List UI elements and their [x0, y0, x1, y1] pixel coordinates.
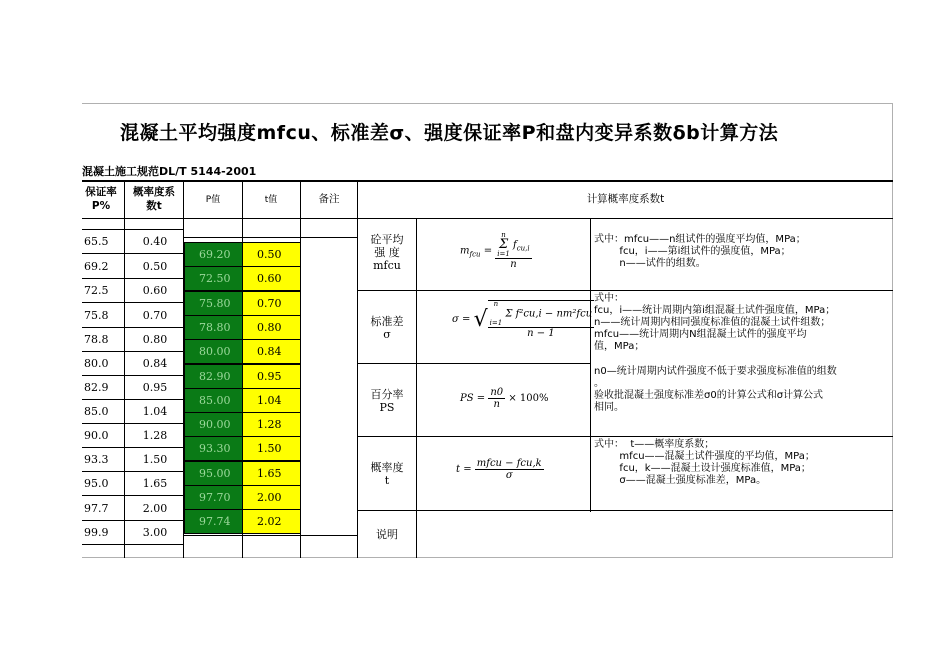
formula-ps [460, 387, 548, 410]
method-mean-desc [594, 234, 806, 270]
t-coeff-cell: 2.00 [142, 502, 168, 515]
p-value-cell: 80.00 [184, 339, 243, 364]
method-ps-name-1: 百分率 [370, 388, 404, 401]
formula-mean-fraction: n Σ i=1 $f_{cu,i}$ n [497, 231, 530, 270]
method-mean-name [359, 233, 415, 272]
desc-line: n——统计周期内相同强度标准值的混凝土试件组数； [594, 317, 831, 328]
p-percent-cell: 95.0 [84, 477, 109, 490]
method-std-name-1: 标准差 [370, 315, 404, 328]
header-p-percent: 保证率P% [85, 186, 117, 212]
p-value-cell: 72.50 [184, 266, 243, 291]
p-percent-cell: 97.7 [84, 502, 109, 515]
t-value-cell: 1.65 [242, 461, 301, 486]
p-value-cell: 82.90 [184, 364, 243, 389]
formula-ps-den: n [493, 399, 500, 410]
method-ps-desc [594, 366, 837, 414]
desc-line: fcu，i——第i组试件的强度值，MPa； [594, 246, 791, 257]
formula-prob-fraction [475, 458, 544, 481]
formula-mean-lhs-sub: fcu [469, 250, 481, 259]
p-percent-cell: 80.0 [84, 357, 109, 370]
method-prob-desc [594, 439, 815, 487]
p-percent-cell: 93.3 [84, 453, 109, 466]
t-coeff-cell: 0.84 [142, 357, 168, 370]
method-std-desc [594, 293, 835, 353]
sum-top: n [501, 231, 506, 239]
formula-prob-num: mfcu − fcu,k [476, 458, 542, 469]
p-value-cell: 97.70 [184, 485, 243, 510]
desc-line: 。 [594, 378, 604, 389]
method-prob-name-1: 概率度 [370, 461, 404, 474]
p-value-cell: 75.80 [184, 291, 243, 316]
table-row-border [82, 423, 183, 424]
sum-top: n [493, 300, 499, 308]
t-value-cell: 0.80 [242, 315, 301, 340]
t-coeff-cell: 1.65 [142, 477, 168, 490]
p-value-cell: 97.74 [184, 509, 243, 534]
desc-line: 式中： t——概率度系数； [594, 439, 715, 450]
desc-line: 相同。 [594, 402, 624, 413]
p-percent-cell: 65.5 [84, 235, 109, 248]
formula-prob [456, 458, 544, 481]
t-coeff-cell: 3.00 [142, 526, 168, 539]
p-value-cell: 93.30 [184, 436, 243, 461]
col-divider [590, 218, 591, 512]
p-value-cell: 69.20 [184, 242, 243, 267]
table-row-border [82, 302, 183, 303]
t-coeff-cell: 0.70 [142, 309, 168, 322]
formula-std-lhs: σ = [452, 314, 471, 325]
p-percent-cell: 99.9 [84, 526, 109, 539]
formula-mean-num-sub: cu,i [516, 244, 530, 253]
t-coeff-cell: 0.40 [142, 235, 168, 248]
t-coeff-cell: 1.50 [142, 453, 168, 466]
t-value-cell: 2.02 [242, 509, 301, 534]
t-value-cell: 0.84 [242, 339, 301, 364]
method-prob-name [359, 461, 415, 487]
p-value-cell: 95.00 [184, 461, 243, 486]
table-row-border [82, 253, 183, 254]
page-title: 混凝土平均强度mfcu、标准差σ、强度保证率P和盘内变异系数δb计算方法 [120, 122, 779, 144]
desc-line: 式中： [594, 293, 624, 304]
method-ps-name [359, 388, 415, 414]
header-p-value: P值 [205, 195, 221, 205]
p-value-cell: 78.80 [184, 315, 243, 340]
col-divider [357, 180, 358, 558]
p-percent-cell: 72.5 [84, 284, 109, 297]
header-bottom-border [82, 218, 893, 219]
table-row-border [82, 229, 183, 230]
method-divider [357, 510, 893, 511]
t-coeff-cell: 0.50 [142, 260, 168, 273]
table-row-border [82, 447, 183, 448]
desc-line: mfcu——统计周期内N组混凝土试件的强度平均 [594, 329, 807, 340]
p-percent-cell: 85.0 [84, 405, 109, 418]
method-note-label: 说明 [376, 528, 398, 541]
desc-line: n0—统计周期内试件强度不低于要求强度标准值的组数 [594, 366, 837, 377]
t-coeff-cell: 0.95 [142, 381, 168, 394]
method-std-name [359, 315, 415, 341]
table-row-border [82, 544, 183, 545]
header-top-border [82, 180, 893, 182]
t-coeff-cell: 0.80 [142, 333, 168, 346]
method-ps-name-2: PS [379, 401, 395, 414]
desc-line: fcu，i——统计周期内第i组混凝土试件强度值，MPa； [594, 305, 836, 316]
header-t-coeff: 概率度系数t [133, 186, 175, 212]
formula-mean: $m_{fcu}$ = n Σ i=1 $f_{cu,i}$ n [460, 231, 530, 270]
t-coeff-cell: 1.04 [142, 405, 168, 418]
formula-prob-den: σ [505, 470, 513, 481]
t-value-cell: 0.60 [242, 266, 301, 291]
p-percent-cell: 69.2 [84, 260, 109, 273]
desc-line: mfcu——混凝土试件强度的平均值，MPa； [594, 451, 815, 462]
formula-std: σ = √ n i=1 Σ f²cu,i − nm²fcu n − 1 [452, 300, 593, 339]
desc-line: n——试件的组数。 [594, 258, 706, 269]
method-prob-name-2: t [384, 474, 390, 487]
formula-mean-den: n [510, 259, 517, 270]
table-row-border [82, 399, 183, 400]
desc-line: 验收批混凝土强度标准差σ0的计算公式和σ计算公式 [594, 390, 824, 401]
method-std-name-2: σ [383, 328, 391, 341]
method-mean-name-2: 强 度 [374, 246, 400, 259]
formula-ps-lhs: PS = [460, 393, 486, 404]
method-divider [357, 436, 893, 437]
method-mean-name-3: mfcu [373, 259, 401, 272]
header-t-value: t值 [264, 195, 278, 205]
t-value-cell: 0.50 [242, 242, 301, 267]
table-row-border [183, 237, 357, 238]
t-value-cell: 1.50 [242, 436, 301, 461]
table-row-border [82, 495, 183, 496]
t-value-cell: 1.28 [242, 412, 301, 437]
method-mean-name-1: 砼平均 [370, 233, 404, 246]
formula-std-num: n i=1 Σ f²cu,i − nm²fcu [489, 300, 593, 327]
formula-mean-lhs: m [460, 245, 470, 257]
p-percent-cell: 78.8 [84, 333, 109, 346]
table-row-border [183, 535, 357, 536]
table-row-border [82, 351, 183, 352]
table-row-border [82, 327, 183, 328]
header-remark: 备注 [318, 193, 340, 205]
desc-line: fcu，k——混凝土设计强度标准值，MPa； [594, 463, 811, 474]
method-divider [357, 363, 590, 364]
table-row-border [82, 471, 183, 472]
sum-bottom: i=1 [497, 250, 510, 258]
formula-std-den: n − 1 [527, 328, 555, 339]
t-value-cell: 0.95 [242, 364, 301, 389]
p-value-cell: 90.00 [184, 412, 243, 437]
table-row-border [82, 375, 183, 376]
method-divider [357, 290, 893, 291]
p-percent-cell: 75.8 [84, 309, 109, 322]
t-coeff-cell: 1.28 [142, 429, 168, 442]
table-row-border [82, 520, 183, 521]
formula-ps-fraction [488, 387, 505, 410]
formula-ps-num: n0 [490, 387, 504, 398]
p-value-cell: 85.00 [184, 388, 243, 413]
header-calc-title: 计算概率度系数t [586, 193, 665, 205]
formula-ps-tail: × 100% [508, 393, 549, 404]
formula-std-fraction [488, 300, 595, 339]
standard-reference: 混凝土施工规范DL/T 5144-2001 [82, 165, 257, 178]
p-percent-cell: 90.0 [84, 429, 109, 442]
col-divider [416, 218, 417, 558]
desc-line: 式中：mfcu——n组试件的强度平均值，MPa； [594, 234, 806, 245]
p-percent-cell: 82.9 [84, 381, 109, 394]
t-coeff-cell: 0.60 [142, 284, 168, 297]
t-value-cell: 2.00 [242, 485, 301, 510]
desc-line: 值，MPa； [594, 341, 645, 352]
desc-line: σ——混凝土强度标准差，MPa。 [594, 475, 767, 486]
formula-prob-lhs: t = [456, 464, 472, 475]
table-row-border [82, 278, 183, 279]
t-value-cell: 1.04 [242, 388, 301, 413]
t-value-cell: 0.70 [242, 291, 301, 316]
col-divider [124, 180, 125, 558]
method-note-name [359, 528, 415, 541]
sum-bottom: i=1 [489, 319, 503, 327]
